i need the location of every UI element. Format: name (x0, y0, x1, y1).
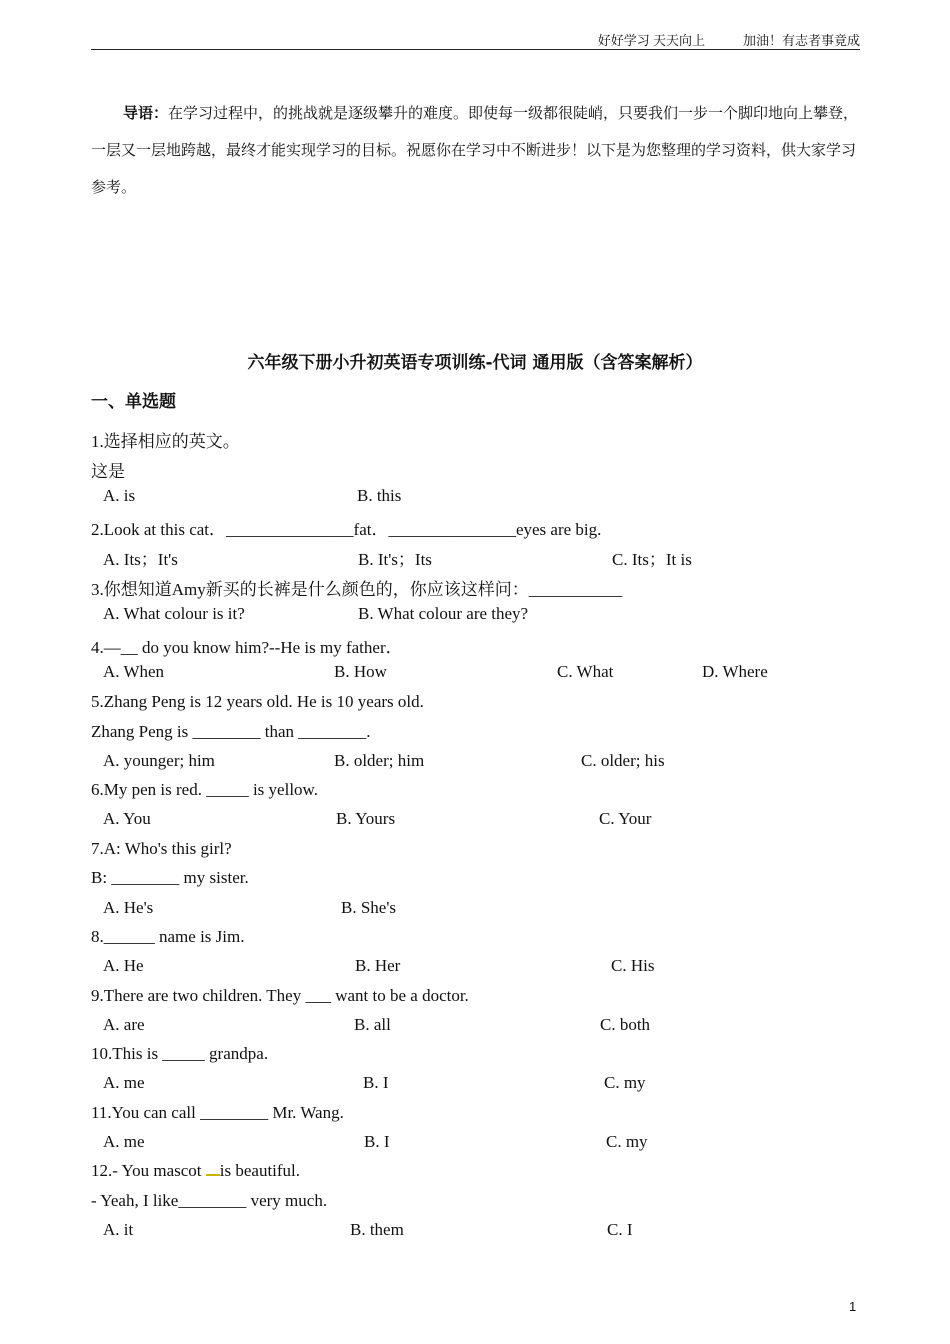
question-6-option-b[interactable]: B. Yours (336, 809, 396, 828)
question-3-option-b[interactable]: B. What colour are they? (358, 604, 529, 623)
intro-text: 在学习过程中，的挑战就是逐级攀升的难度。即使每一级都很陡峭，只要我们一步一个脚印地向上攀登，一层又一层地跨越，最终才能实现学习的目标。祝愿你在学习中不断进步！以下是为您整理的学习资料，供大家学习参考。 (91, 106, 859, 196)
header-motto-left: 好好学习 天天向上 (597, 33, 705, 48)
question-10-option-a[interactable]: A. me (103, 1073, 145, 1092)
section-heading: 一、单选题 (91, 392, 176, 412)
question-9-option-c[interactable]: C. both (600, 1015, 651, 1034)
question-9-option-a[interactable]: A. are (103, 1015, 145, 1034)
question-8-option-a[interactable]: A. He (103, 956, 144, 975)
question-3-text: 3.你想知道Amy新买的长裤是什么颜色的，你应该这样问：___________ (91, 580, 623, 599)
question-1-text: 1.选择相应的英文。 (91, 432, 240, 451)
question-12-text-start: 12.- You mascot (91, 1161, 202, 1180)
question-1-prompt: 这是 (91, 462, 125, 481)
question-5-text: 5.Zhang Peng is 12 years old. He is 10 years old. (91, 692, 424, 711)
question-12-option-c[interactable]: C. I (607, 1220, 633, 1239)
document-title: 六年级下册小升初英语专项训练-代词 通用版（含答案解析） (247, 353, 703, 373)
question-4-text: 4.—__ do you know him?--He is my father． (91, 638, 403, 657)
question-6-option-a[interactable]: A. You (103, 809, 151, 828)
header-motto-right: 加油！有志者事竟成 (742, 33, 860, 48)
question-4-option-b[interactable]: B. How (334, 662, 387, 681)
question-12-option-b[interactable]: B. them (350, 1220, 404, 1239)
question-1-option-a[interactable]: A. is (103, 486, 136, 505)
question-7-option-b[interactable]: B. She's (341, 898, 397, 917)
question-4-option-d[interactable]: D. Where (702, 662, 768, 681)
intro-label: 导语： (123, 106, 169, 122)
question-2-text: 2.Look at this cat．_______________fat．_______________eyes are big. (91, 520, 602, 539)
question-3-option-a[interactable]: A. What colour is it? (103, 604, 245, 623)
question-9-text: 9.There are two children. They ___ want to be a doctor. (91, 986, 469, 1005)
question-10-option-c[interactable]: C. my (604, 1073, 646, 1092)
question-8-text: 8.______ name is Jim. (91, 927, 245, 946)
question-9-option-b[interactable]: B. all (354, 1015, 391, 1034)
question-2-option-b[interactable]: B. It's；Its (358, 550, 432, 569)
question-7-text: 7.A: Who's this girl? (91, 839, 232, 858)
question-7-option-a[interactable]: A. He's (103, 898, 154, 917)
page-header (91, 30, 860, 50)
question-6-text: 6.My pen is red. _____ is yellow. (91, 780, 318, 799)
question-11-option-c[interactable]: C. my (606, 1132, 648, 1151)
question-12-text (91, 1161, 300, 1181)
question-10-text: 10.This is _____ grandpa. (91, 1044, 269, 1063)
intro-paragraph (91, 96, 861, 207)
question-6-option-c[interactable]: C. Your (599, 809, 652, 828)
question-4-option-a[interactable]: A. When (103, 662, 165, 681)
question-12-prompt: - Yeah, I like________ very much. (91, 1191, 328, 1210)
question-5-option-b[interactable]: B. older; him (334, 751, 425, 770)
question-11-text: 11.You can call ________ Mr. Wang. (91, 1103, 344, 1122)
blank-marker (206, 1168, 220, 1176)
question-2-option-c[interactable]: C. Its；It is (612, 550, 692, 569)
question-5-prompt: Zhang Peng is ________ than ________. (91, 722, 371, 741)
question-11-option-a[interactable]: A. me (103, 1132, 145, 1151)
question-1-option-b[interactable]: B. this (357, 486, 402, 505)
question-8-option-b[interactable]: B. Her (355, 956, 401, 975)
question-10-option-b[interactable]: B. I (363, 1073, 389, 1092)
question-11-option-b[interactable]: B. I (364, 1132, 390, 1151)
question-5-option-a[interactable]: A. younger; him (103, 751, 215, 770)
question-5-option-c[interactable]: C. older; his (581, 751, 665, 770)
question-7-prompt: B: ________ my sister. (91, 868, 249, 887)
question-12-text-end: is beautiful. (219, 1161, 301, 1180)
question-8-option-c[interactable]: C. His (611, 956, 655, 975)
question-4-option-c[interactable]: C. What (557, 662, 614, 681)
question-12-option-a[interactable]: A. it (103, 1220, 134, 1239)
question-2-option-a[interactable]: A. Its；It's (103, 550, 178, 569)
page-number: 1 (849, 1299, 857, 1314)
